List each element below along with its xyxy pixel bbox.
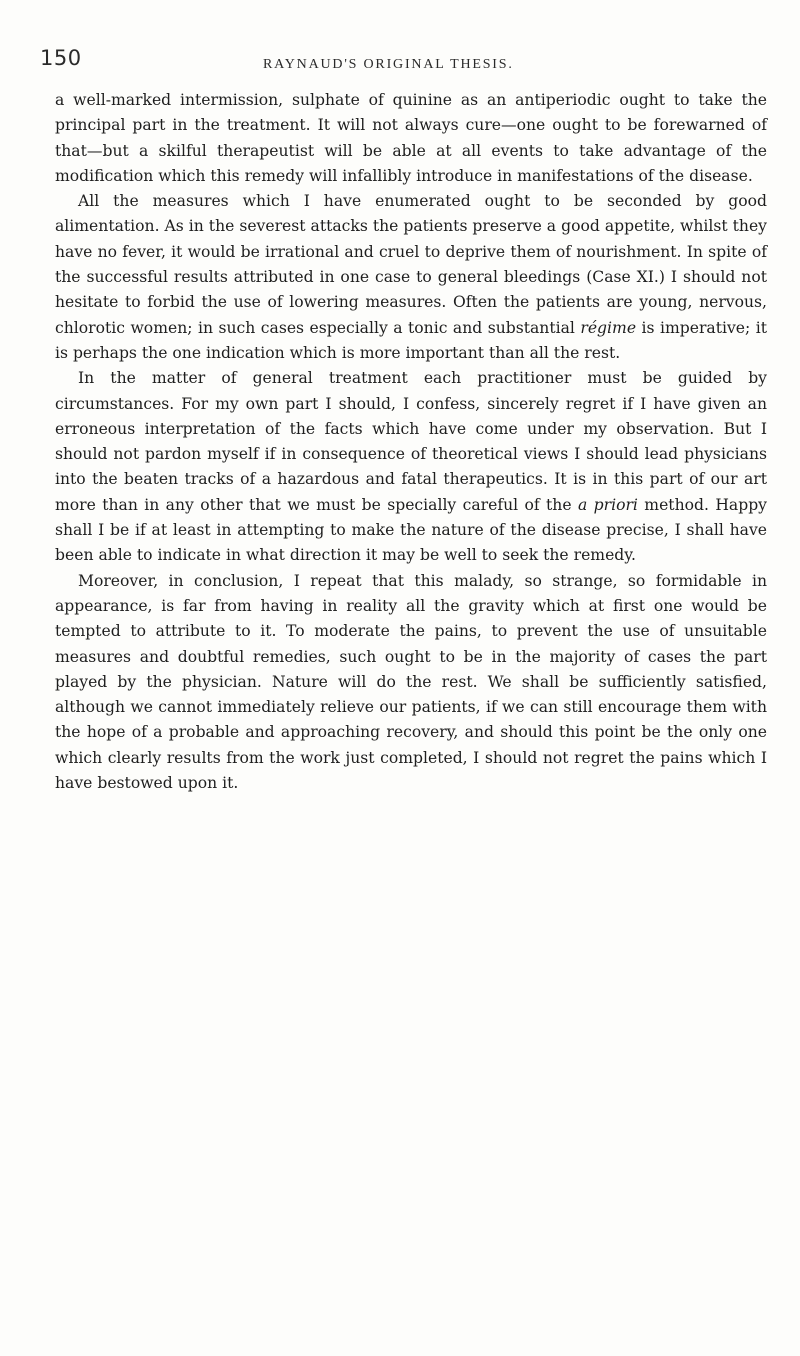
paragraph-1: a well-marked intermission, sulphate of quinine as an antiperiodic ought to take the principal part in the treatment. It will not always cure—one ought to be forewarned of that—but a skilful therapeutist will be able at all events to take advantage of the modification which this remedy will infallibly introduce in manifestations of the disease. — [55, 91, 767, 185]
paragraph-2-text-a: All the measures which I have enumerated ought to be seconded by good alimentation. As in the severest attacks the patients preserve a good appetite, whilst they have no fever, it would be irrational and cruel to deprive them of nourishment. In spite of the successful results attributed in one case to general bleedings (Case XI.) I should not hesitate to forbid the use of lowering measures. Often the patients are young, nervous, chlorotic women; in such cases especially a tonic and substantial — [55, 192, 767, 337]
page-number: 150 — [40, 46, 82, 70]
running-title: RAYNAUD'S ORIGINAL THESIS. — [263, 57, 514, 72]
paragraph-2-italic: régime — [580, 318, 637, 337]
paragraph-3 — [55, 366, 767, 568]
paragraph-3-text-a: In the matter of general treatment each practitioner must be guided by circumstances. For my own part I should, I confess, sincerely regret if I have given an erroneous interpretation of the facts which have come under my observation. But I should not pardon myself if in consequence of theoretical views I should lead physicians into the beaten tracks of a hazardous and fatal therapeutics. It is in this part of our art more than in any other that we must be specially careful of the — [55, 369, 767, 514]
paragraph-3-italic: a priori — [577, 495, 638, 514]
paragraph-2-text-b: is imperative; it is perhaps the one indication which is more important than all the rest. — [55, 318, 767, 362]
paragraph-3-text-b: method. Happy shall I be if at least in attempting to make the nature of the disease precise, I shall have been able to indicate in what direction it may be well to seek the remedy. — [55, 495, 767, 565]
paragraph-4: Moreover, in conclusion, I repeat that this malady, so strange, so formidable in appearance, is far from having in reality all the gravity which at first one would be tempted to attribute to it. To moderate the pains, to prevent the use of unsuitable measures and doubtful remedies, such ought to be in the majority of cases the part played by the physician. Nature will do the rest. We shall be sufficiently satisfied, although we cannot immediately relieve our patients, if we can still encourage them with the hope of a probable and approaching recovery, and should this point be the only one which clearly results from the work just completed, I should not regret the pains which I have bestowed upon it. — [55, 571, 767, 793]
body-text — [55, 88, 767, 796]
paragraph-2 — [55, 189, 767, 366]
